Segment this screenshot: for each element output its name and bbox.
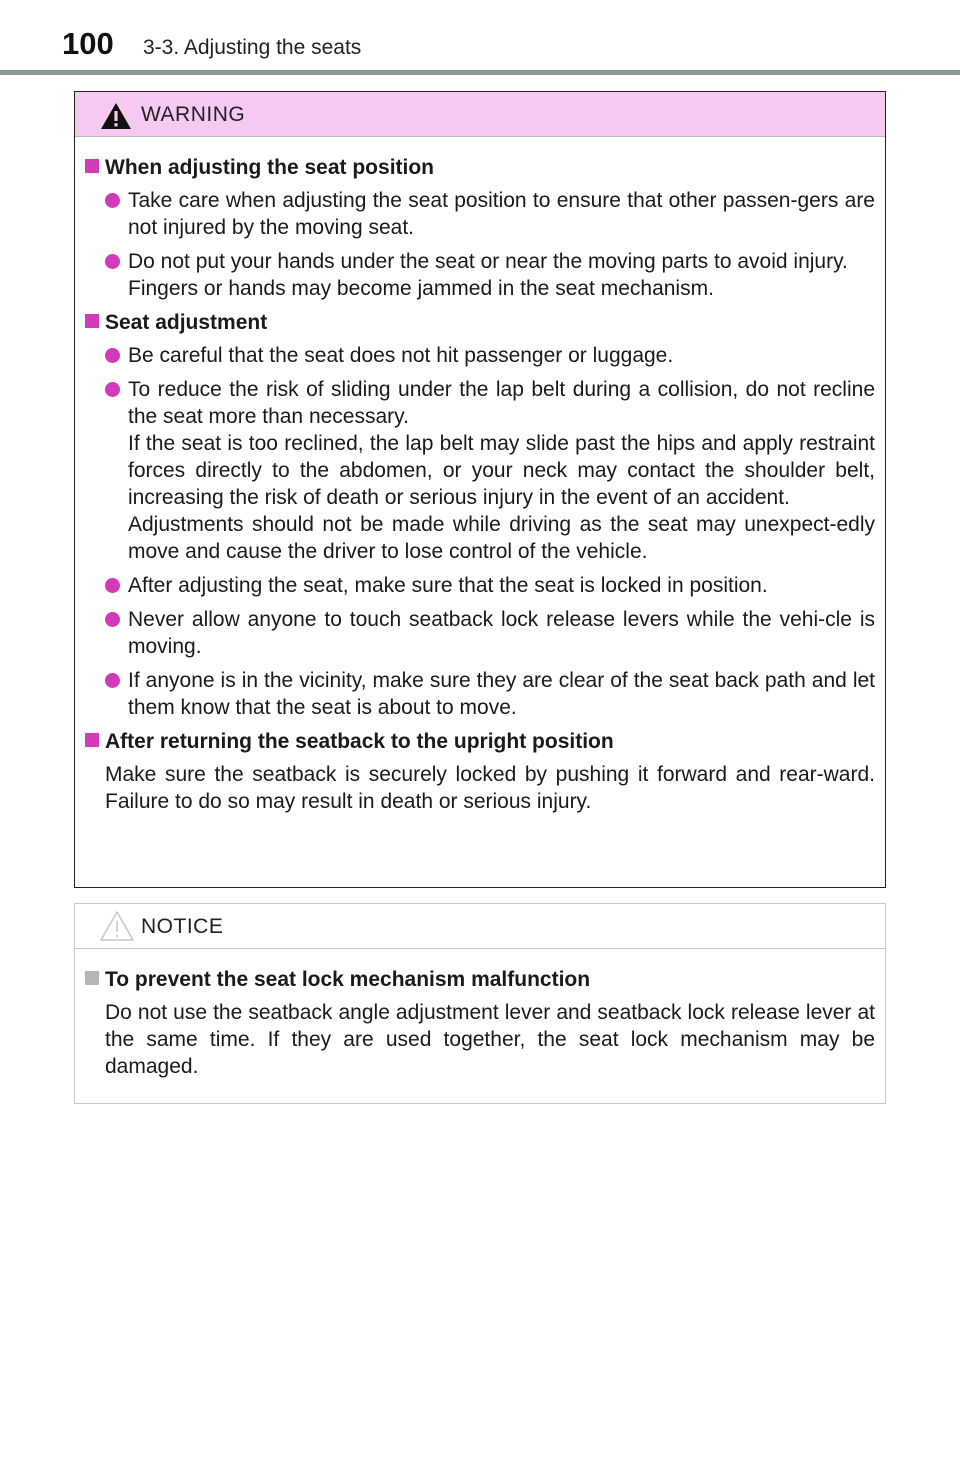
notice-triangle-icon — [99, 910, 135, 942]
notice-body — [75, 949, 885, 1080]
list-item: Take care when adjusting the seat position to ensure that other passen-gers are not injured by the moving seat. — [83, 187, 875, 241]
list-item: After adjusting the seat, make sure that the seat is locked in position. — [83, 572, 875, 599]
paragraph: Make sure the seatback is securely locked by pushing it forward and rear-ward. Failure to do so may result in death or serious injury. — [105, 763, 875, 813]
list-item: To reduce the risk of sliding under the lap belt during a collision, do not recline the seat more than necessary. If the seat is too reclined, the lap belt may slide past the hips and apply restraint forces directly to the abdomen, or your neck may contact the shoulder belt, increasing the risk of death or serious injury in the event of an accident. Adjustments should not be made while driving as the seat may unexpect-edly move and cause the driver to lose control of the vehicle. — [83, 376, 875, 565]
square-bullet-icon — [85, 971, 99, 985]
page-header — [0, 0, 960, 76]
notice-header — [75, 904, 885, 949]
round-bullet-icon — [105, 673, 120, 688]
square-bullet-icon — [85, 733, 99, 747]
round-bullet-icon — [105, 348, 120, 363]
warning-heading-seat-position: When adjusting the seat position — [83, 154, 875, 181]
warning-triangle-icon — [99, 101, 133, 131]
list-item: Be careful that the seat does not hit passenger or luggage. — [83, 342, 875, 369]
page-number: 100 — [62, 26, 114, 61]
notice-heading: To prevent the seat lock mechanism malfunction — [83, 966, 875, 993]
warning-heading-upright-position: After returning the seatback to the upright position — [83, 728, 875, 755]
warning-label: WARNING — [141, 103, 246, 126]
warning-box — [74, 91, 886, 888]
notice-box — [74, 903, 886, 1104]
warning-heading-seat-adjustment: Seat adjustment — [83, 309, 875, 336]
section-title: 3-3. Adjusting the seats — [143, 36, 362, 59]
list-item: If anyone is in the vicinity, make sure they are clear of the seat back path and let them know that the seat is about to move. — [83, 667, 875, 721]
list-item: Do not put your hands under the seat or near the moving parts to avoid injury. Fingers or hands may become jammed in the seat mechanism. — [83, 248, 875, 302]
square-bullet-icon — [85, 159, 99, 173]
round-bullet-icon — [105, 612, 120, 627]
warning-body — [75, 137, 885, 815]
round-bullet-icon — [105, 254, 120, 269]
warning-header — [75, 92, 885, 137]
list-item: Never allow anyone to touch seatback lock release levers while the vehi-cle is moving. — [83, 606, 875, 660]
square-bullet-icon — [85, 314, 99, 328]
paragraph: Do not use the seatback angle adjustment lever and seatback lock release lever at the same time. If they are used together, the seat lock mechanism may be damaged. — [105, 1001, 875, 1078]
round-bullet-icon — [105, 382, 120, 397]
round-bullet-icon — [105, 578, 120, 593]
notice-label: NOTICE — [141, 915, 224, 938]
header-divider — [0, 70, 960, 75]
round-bullet-icon — [105, 193, 120, 208]
